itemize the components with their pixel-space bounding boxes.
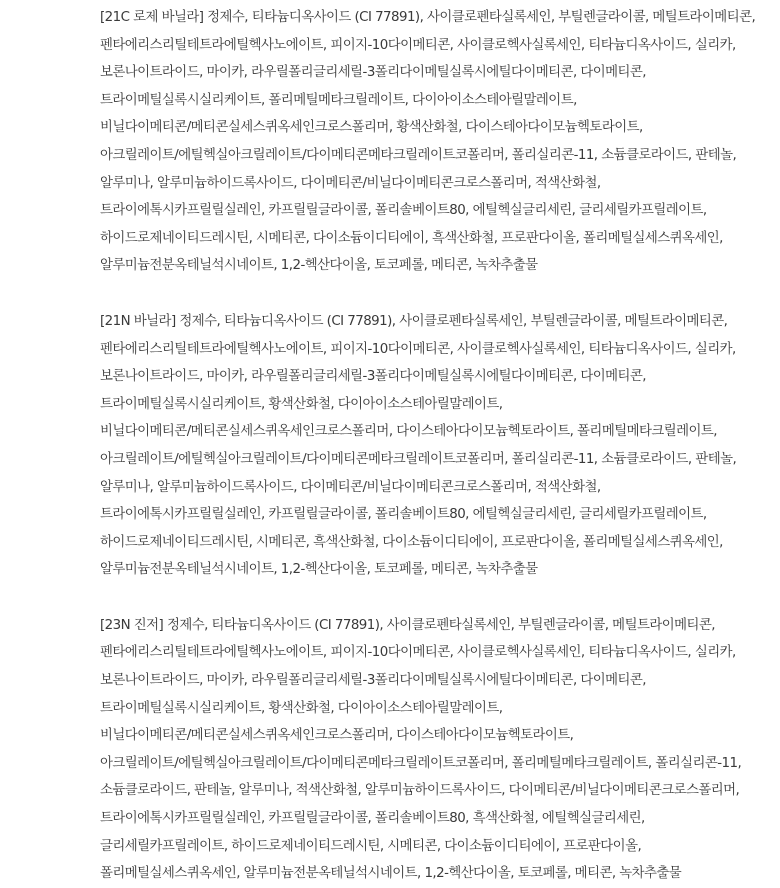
ingredient-line: [21C 로제 바닐라] 정제수, 티타늄디옥사이드 (CI 77891), 사이클로펜타실록세인, 부틸렌글라이콜, 메틸트라이메티콘,	[100, 10, 756, 25]
ingredient-line: 하이드로제네이티드레시틴, 시메티콘, 다이소듐이디티에이, 흑색산화철, 프로판다이올, 폴리메틸실세스퀴옥세인,	[100, 230, 723, 246]
ingredient-line: 트라이에톡시카프릴릴실레인, 카프릴릴글라이콜, 폴리솔베이트80, 에틸헥실글리세린, 글리세릴카프릴레이트,	[100, 507, 707, 523]
ingredient-section-21c-rose-vanilla	[100, 4, 780, 280]
ingredient-line: 폴리메틸실세스퀴옥세인, 알루미늄전분옥테닐석시네이트, 1,2-헥산다이올, 토코페롤, 메티콘, 녹차추출물	[100, 866, 682, 882]
ingredient-line: [21N 바닐라] 정제수, 티타늄디옥사이드 (CI 77891), 사이클로펜타실록세인, 부틸렌글라이콜, 메틸트라이메티콘,	[100, 313, 728, 329]
ingredient-line: 트라이에톡시카프릴릴실레인, 카프릴릴글라이콜, 폴리솔베이트80, 흑색산화철, 에틸헥실글리세린,	[100, 811, 645, 827]
ingredient-line: 비닐다이메티콘/메티콘실세스퀴옥세인크로스폴리머, 황색산화철, 다이스테아다이모늄헥토라이트,	[100, 120, 643, 136]
ingredient-line: 펜타에리스리틸테트라에틸헥사노에이트, 피이지-10다이메티콘, 사이클로헥사실록세인, 티타늄디옥사이드, 실리카,	[100, 645, 736, 661]
ingredient-line: 알루미나, 알루미늄하이드록사이드, 다이메티콘/비닐다이메티콘크로스폴리머, 적색산화철,	[100, 175, 601, 191]
ingredient-line: 소듐클로라이드, 판테놀, 알루미나, 적색산화철, 알루미늄하이드록사이드, 다이메티콘/비닐다이메티콘크로스폴리머,	[100, 783, 740, 799]
ingredient-line: 트라이메틸실록시실리케이트, 황색산화철, 다이아이소스테아릴말레이트,	[100, 396, 503, 412]
ingredient-section-23n-ginger	[100, 612, 780, 888]
ingredient-line: 트라이메틸실록시실리케이트, 폴리메틸메타크릴레이트, 다이아이소스테아릴말레이트,	[100, 92, 577, 108]
ingredient-line: 펜타에리스리틸테트라에틸헥사노에이트, 피이지-10다이메티콘, 사이클로헥사실록세인, 티타늄디옥사이드, 실리카,	[100, 341, 736, 357]
ingredient-line: 글리세릴카프릴레이트, 하이드로제네이티드레시틴, 시메티콘, 다이소듐이디티에이, 프로판다이올,	[100, 838, 642, 854]
ingredient-line: 보론나이트라이드, 마이카, 라우릴폴리글리세릴-3폴리다이메틸실록시에틸다이메티콘, 다이메티콘,	[100, 673, 646, 689]
ingredient-line: 알루미나, 알루미늄하이드록사이드, 다이메티콘/비닐다이메티콘크로스폴리머, 적색산화철,	[100, 479, 601, 495]
ingredient-line: 하이드로제네이티드레시틴, 시메티콘, 흑색산화철, 다이소듐이디티에이, 프로판다이올, 폴리메틸실세스퀴옥세인,	[100, 534, 723, 550]
ingredient-line: 보론나이트라이드, 마이카, 라우릴폴리글리세릴-3폴리다이메틸실록시에틸다이메티콘, 다이메티콘,	[100, 65, 646, 81]
ingredient-section-21n-vanilla	[100, 308, 780, 584]
ingredient-line: 아크릴레이트/에틸헥실아크릴레이트/다이메티콘메타크릴레이트코폴리머, 폴리메틸메타크릴레이트, 폴리실리콘-11,	[100, 755, 742, 771]
ingredient-line: 트라이에톡시카프릴릴실레인, 카프릴릴글라이콜, 폴리솔베이트80, 에틸헥실글리세린, 글리세릴카프릴레이트,	[100, 203, 707, 219]
ingredient-line: 아크릴레이트/에틸헥실아크릴레이트/다이메티콘메타크릴레이트코폴리머, 폴리실리콘-11, 소듐클로라이드, 판테놀,	[100, 451, 737, 467]
ingredient-line: [23N 진저] 정제수, 티타늄디옥사이드 (CI 77891), 사이클로펜타실록세인, 부틸렌글라이콜, 메틸트라이메티콘,	[100, 617, 715, 633]
ingredient-line: 트라이메틸실록시실리케이트, 황색산화철, 다이아이소스테아릴말레이트,	[100, 700, 503, 716]
ingredient-line: 아크릴레이트/에틸헥실아크릴레이트/다이메티콘메타크릴레이트코폴리머, 폴리실리콘-11, 소듐클로라이드, 판테놀,	[100, 147, 737, 163]
ingredient-line: 펜타에리스리틸테트라에틸헥사노에이트, 피이지-10다이메티콘, 사이클로헥사실록세인, 티타늄디옥사이드, 실리카,	[100, 37, 736, 53]
ingredient-line: 비닐다이메티콘/메티콘실세스퀴옥세인크로스폴리머, 다이스테아다이모늄헥토라이트, 폴리메틸메타크릴레이트,	[100, 424, 717, 440]
ingredient-line: 비닐다이메티콘/메티콘실세스퀴옥세인크로스폴리머, 다이스테아다이모늄헥토라이트,	[100, 728, 574, 744]
ingredient-line: 알루미늄전분옥테닐석시네이트, 1,2-헥산다이올, 토코페롤, 메티콘, 녹차추출물	[100, 562, 538, 578]
ingredient-line: 알루미늄전분옥테닐석시네이트, 1,2-헥산다이올, 토코페롤, 메티콘, 녹차추출물	[100, 258, 538, 274]
ingredient-line: 보론나이트라이드, 마이카, 라우릴폴리글리세릴-3폴리다이메틸실록시에틸다이메티콘, 다이메티콘,	[100, 369, 646, 385]
ingredient-document	[100, 4, 780, 888]
